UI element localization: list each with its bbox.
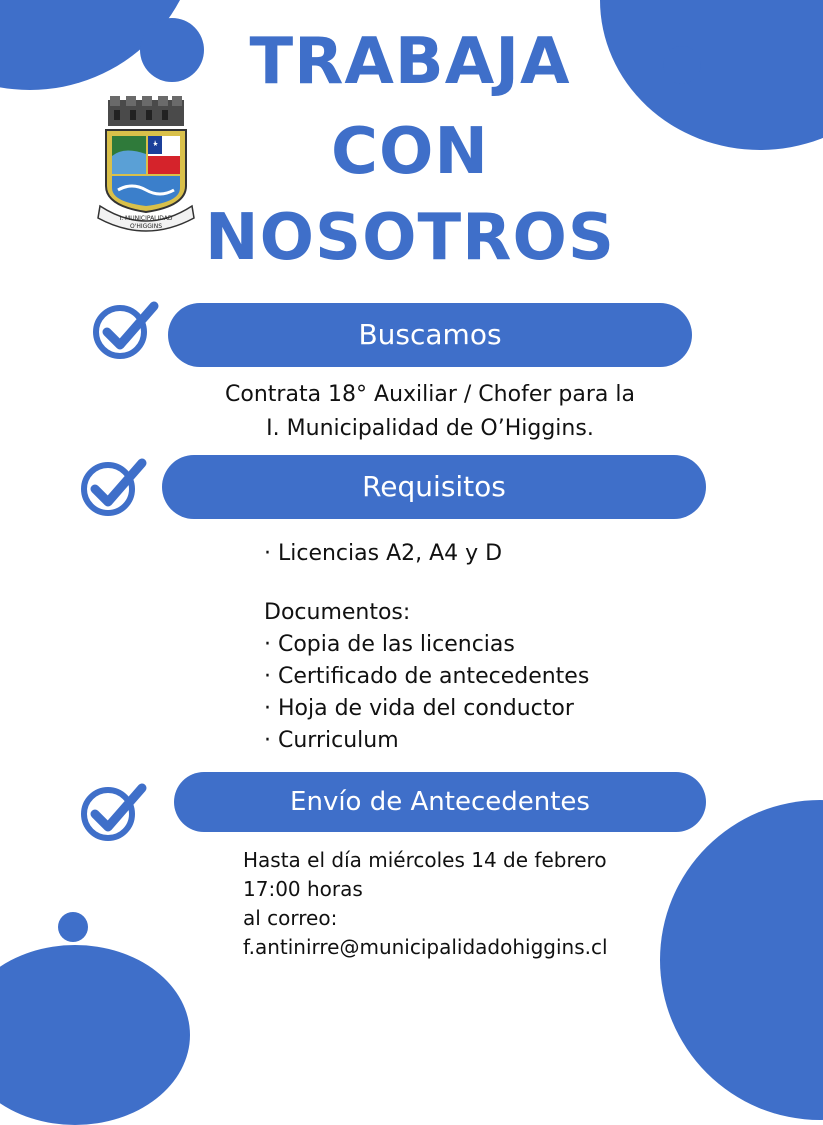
blob-bottom-left [0, 945, 190, 1125]
checkmark-icon [90, 300, 160, 364]
documentos-label: Documentos: [264, 600, 411, 625]
title-line-1: TRABAJA [249, 25, 571, 99]
envio-line-3: al correo: [243, 906, 338, 930]
envio-line-1: Hasta el día miércoles 14 de febrero [243, 848, 607, 872]
buscamos-line-2: I. Municipalidad de O’Higgins. [266, 416, 594, 441]
envio-email: f.antinirre@municipalidadohiggins.cl [243, 935, 608, 959]
crest-banner-line2: O'HIGGINS [129, 223, 163, 230]
envio-line-2: 17:00 horas [243, 877, 363, 901]
documento-item: · Hoja de vida del conductor [264, 696, 574, 721]
requisitos-heading: Requisitos [162, 455, 706, 519]
blob-top-right [600, 0, 823, 150]
title-line-3: NOSOTROS [205, 201, 615, 275]
buscamos-line-1: Contrata 18° Auxiliar / Chofer para la [225, 382, 635, 407]
municipal-crest-icon [96, 94, 196, 234]
blob-bottom-right [660, 800, 823, 1120]
checkmark-icon [78, 782, 148, 846]
checkmark-icon [78, 457, 148, 521]
documento-item: · Certificado de antecedentes [264, 664, 590, 689]
blob-bottom-left-small [58, 912, 88, 942]
documento-item: · Curriculum [264, 728, 399, 753]
documento-item: · Copia de las licencias [264, 632, 515, 657]
buscamos-heading: Buscamos [168, 303, 692, 367]
envio-heading: Envío de Antecedentes [174, 772, 706, 832]
title-line-2: CON [331, 115, 489, 189]
requisito-licencias: · Licencias A2, A4 y D [264, 541, 503, 566]
crest-banner-line1: I. MUNICIPALIDAD [119, 215, 173, 222]
blob-top-right-small [663, 46, 701, 84]
